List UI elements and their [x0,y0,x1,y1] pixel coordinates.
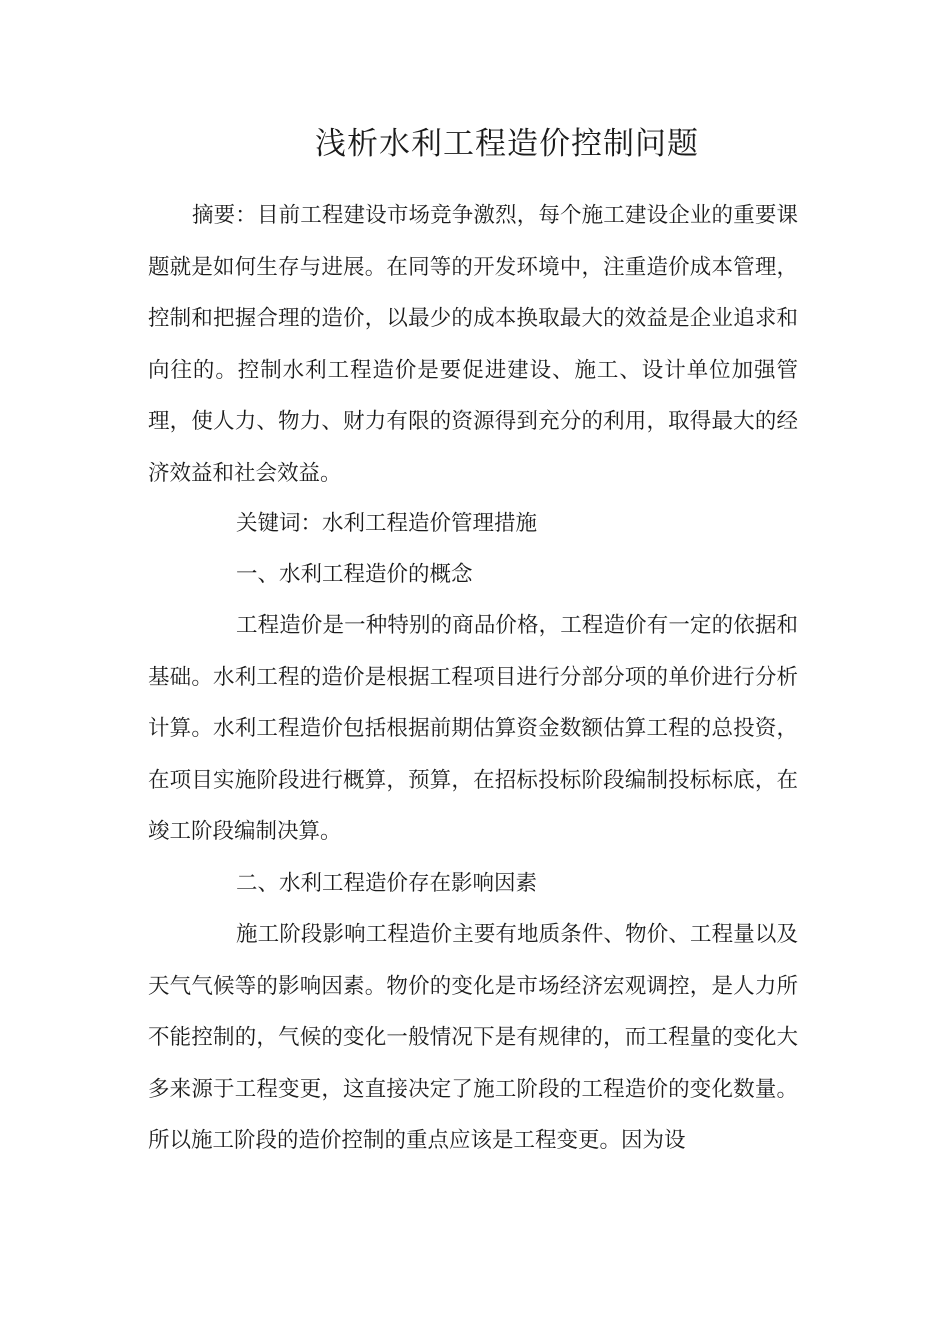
document-title: 浅析水利工程造价控制问题 [315,126,699,162]
section-paragraph-concept: 工程造价是一种特别的商品价格，工程造价有一定的依据和基础。水利工程的造价是根据工程项目进行分部分项的单价进行分析计算。水利工程造价包括根据前期估算资金数额估算工程的总投资，在项目实施阶段进行概算，预算，在招标投标阶段编制投标标底，在竣工阶段编制决算。 [148,613,798,844]
keywords-line: 关键词：水利工程造价管理措施 [236,511,538,536]
section-heading-concept: 一、水利工程造价的概念 [236,562,473,587]
section-paragraph-factors: 施工阶段影响工程造价主要有地质条件、物价、工程量以及天气气候等的影响因素。物价的变化是市场经济宏观调控，是人力所不能控制的，气候的变化一般情况下是有规律的，而工程量的变化大多来源于工程变更，这直接决定了施工阶段的工程造价的变化数量。所以施工阶段的造价控制的重点应该是工程变更。因为设 [148,922,798,1153]
abstract-paragraph: 摘要：目前工程建设市场竞争激烈，每个施工建设企业的重要课题就是如何生存与进展。在同等的开发环境中，注重造价成本管理，控制和把握合理的造价，以最少的成本换取最大的效益是企业追求和向往的。控制水利工程造价是要促进建设、施工、设计单位加强管理，使人力、物力、财力有限的资源得到充分的利用，取得最大的经济效益和社会效益。 [148,203,798,486]
section-heading-factors: 二、水利工程造价存在影响因素 [236,871,538,896]
